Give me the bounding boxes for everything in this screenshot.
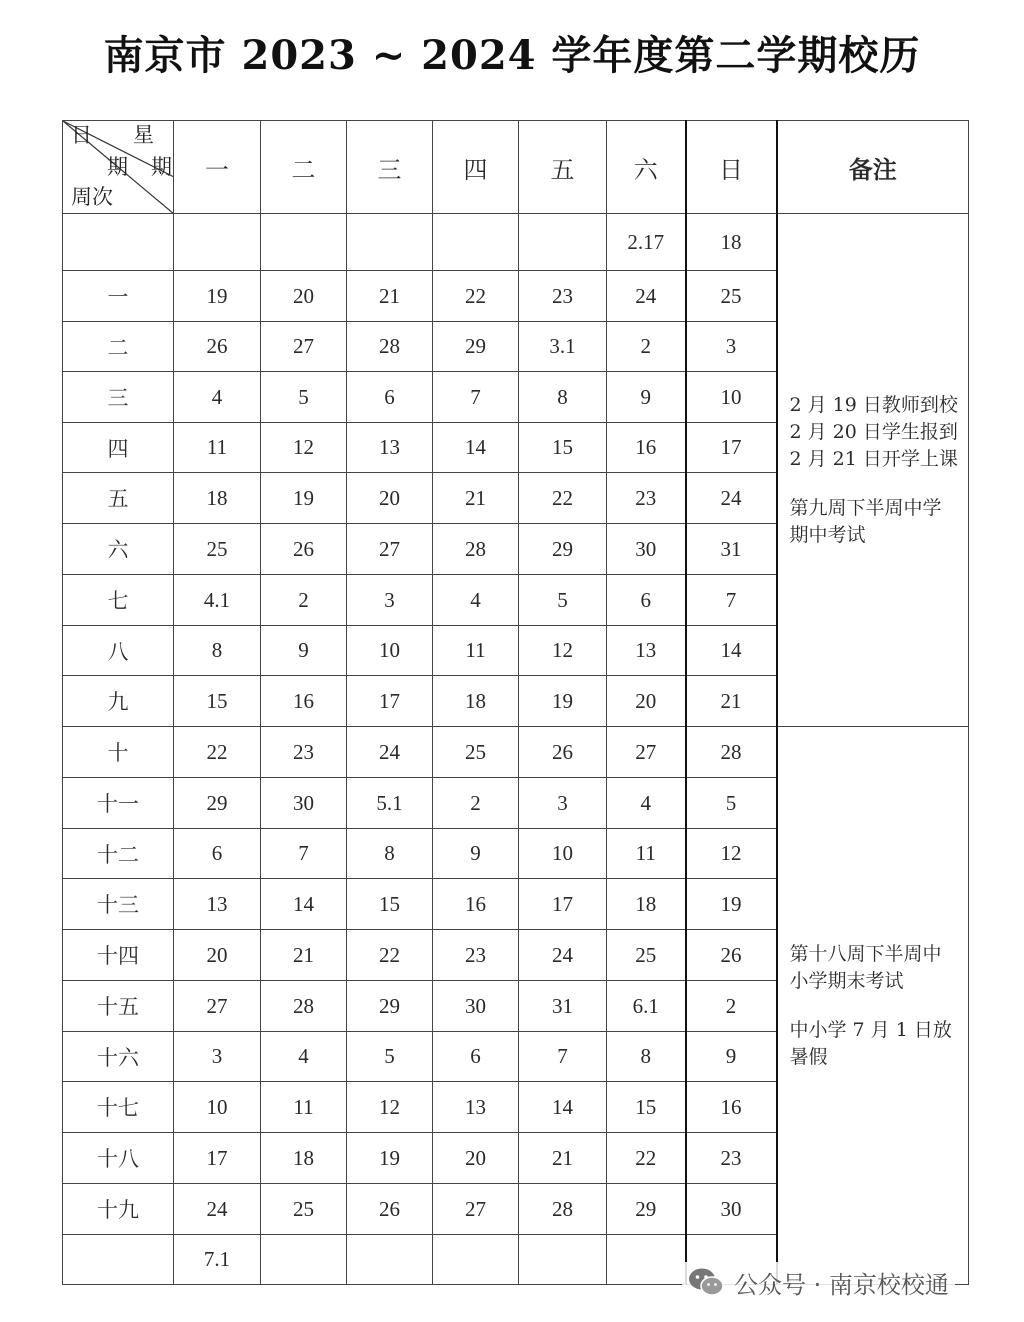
date-cell: 2 [686,981,777,1032]
date-cell: 29 [433,322,519,372]
date-cell: 22 [433,271,519,322]
date-cell: 24 [607,271,686,322]
week-number-cell: 十 [63,727,174,778]
date-cell: 4 [433,575,519,626]
date-cell: 21 [519,1133,607,1184]
date-cell: 6 [347,372,433,423]
remarks-header: 备注 [777,121,969,214]
date-cell: 20 [174,930,261,981]
corner-qi-left: 期 [107,155,128,179]
date-cell: 12 [686,829,777,879]
week-number-cell: 五 [63,473,174,524]
date-cell [519,214,607,271]
date-cell: 2 [261,575,347,626]
date-cell: 5.1 [347,778,433,829]
date-cell: 3 [174,1032,261,1082]
date-cell: 8 [519,372,607,423]
week-number-cell: 七 [63,575,174,626]
date-cell: 7 [433,372,519,423]
page-title: 南京市 2023 ~ 2024 学年度第二学期校历 [103,32,921,79]
date-cell: 2 [433,778,519,829]
date-cell: 14 [433,423,519,473]
weekday-header-wed: 三 [347,121,433,214]
date-cell: 30 [433,981,519,1032]
date-cell: 12 [261,423,347,473]
remark-line: 第九周下半周中学 [789,496,942,519]
week-number-cell: 一 [63,271,174,322]
calendar-table [62,120,969,1285]
date-cell: 26 [519,727,607,778]
date-cell: 25 [174,524,261,575]
week-number-cell: 十一 [63,778,174,829]
date-cell: 14 [686,626,777,676]
date-cell: 23 [607,473,686,524]
wechat-icon [688,1267,724,1297]
date-cell: 13 [174,879,261,930]
date-cell: 7 [519,1032,607,1082]
remark-line: 小学期末考试 [789,969,904,992]
date-cell: 24 [174,1184,261,1235]
remark-line: 2 月 19 日教师到校 [789,393,958,416]
date-cell: 11 [433,626,519,676]
date-cell: 20 [347,473,433,524]
date-cell: 19 [519,676,607,727]
date-cell: 17 [519,879,607,930]
date-cell: 15 [607,1082,686,1133]
date-cell: 24 [686,473,777,524]
date-cell: 3.1 [519,322,607,372]
date-cell: 17 [347,676,433,727]
date-cell [347,214,433,271]
week-number-cell [63,214,174,271]
date-cell: 28 [433,524,519,575]
date-cell: 9 [261,626,347,676]
date-cell: 6.1 [607,981,686,1032]
date-cell: 19 [261,473,347,524]
week-number-cell: 十八 [63,1133,174,1184]
date-cell: 31 [686,524,777,575]
date-cell: 19 [686,879,777,930]
weekday-header-sun: 日 [686,121,777,214]
week-number-cell: 三 [63,372,174,423]
date-cell: 3 [519,778,607,829]
date-cell: 27 [261,322,347,372]
week-number-cell: 十四 [63,930,174,981]
date-cell: 8 [347,829,433,879]
date-cell: 26 [347,1184,433,1235]
watermark [682,1262,955,1302]
date-cell: 28 [686,727,777,778]
date-cell: 7.1 [174,1235,261,1285]
date-cell: 12 [347,1082,433,1133]
week-row [63,727,969,778]
remarks-first-half [777,214,969,727]
corner-zhouci: 周次 [71,185,113,209]
date-cell: 10 [519,829,607,879]
date-cell: 12 [519,626,607,676]
date-cell: 13 [433,1082,519,1133]
remark-line: 期中考试 [789,523,866,546]
date-cell: 3 [347,575,433,626]
date-cell: 27 [607,727,686,778]
corner-qi-right: 期 [151,155,172,179]
week-row [63,214,969,271]
date-cell: 17 [686,423,777,473]
week-number-cell: 十九 [63,1184,174,1235]
date-cell: 2.17 [607,214,686,271]
remark-line: 第十八周下半周中 [789,942,942,965]
date-cell: 14 [519,1082,607,1133]
date-cell: 30 [686,1184,777,1235]
date-cell: 11 [174,423,261,473]
date-cell: 15 [347,879,433,930]
date-cell [519,1235,607,1285]
date-cell: 20 [433,1133,519,1184]
date-cell: 24 [347,727,433,778]
date-cell [261,214,347,271]
date-cell: 28 [347,322,433,372]
week-number-cell: 十三 [63,879,174,930]
week-number-cell: 十二 [63,829,174,879]
remarks-second-half [777,727,969,1285]
remark-line: 2 月 21 日开学上课 [789,447,958,470]
date-cell: 5 [261,372,347,423]
date-cell: 5 [519,575,607,626]
date-cell: 16 [607,423,686,473]
date-cell: 15 [174,676,261,727]
date-cell: 18 [607,879,686,930]
week-number-cell: 六 [63,524,174,575]
date-cell: 5 [347,1032,433,1082]
date-cell: 8 [174,626,261,676]
date-cell: 18 [261,1133,347,1184]
date-cell: 27 [433,1184,519,1235]
date-cell [433,1235,519,1285]
date-cell: 27 [174,981,261,1032]
date-cell: 25 [607,930,686,981]
date-cell: 13 [607,626,686,676]
date-cell: 21 [686,676,777,727]
date-cell [261,1235,347,1285]
corner-xing: 星 [133,123,154,147]
date-cell: 29 [519,524,607,575]
date-cell: 4 [261,1032,347,1082]
date-cell: 16 [433,879,519,930]
date-cell: 18 [174,473,261,524]
date-cell: 22 [607,1133,686,1184]
weekday-header-sat: 六 [607,121,686,214]
date-cell: 22 [519,473,607,524]
date-cell: 14 [261,879,347,930]
date-cell: 18 [686,214,777,271]
date-cell: 23 [433,930,519,981]
header-row [63,121,969,214]
watermark-text: 公众号 · 南京校校通 [734,1270,949,1299]
date-cell: 6 [433,1032,519,1082]
date-cell: 30 [607,524,686,575]
date-cell: 18 [433,676,519,727]
date-cell: 24 [519,930,607,981]
week-number-cell: 四 [63,423,174,473]
date-cell: 25 [686,271,777,322]
date-cell: 15 [519,423,607,473]
date-cell: 17 [174,1133,261,1184]
week-number-cell: 二 [63,322,174,372]
date-cell [607,1235,686,1285]
date-cell: 11 [261,1082,347,1133]
date-cell: 19 [347,1133,433,1184]
date-cell: 6 [607,575,686,626]
date-cell [347,1235,433,1285]
date-cell: 25 [261,1184,347,1235]
date-cell: 9 [433,829,519,879]
corner-ri: 日 [71,123,92,147]
week-number-cell: 九 [63,676,174,727]
remark-line: 暑假 [789,1045,828,1068]
week-number-cell: 十七 [63,1082,174,1133]
date-cell [433,214,519,271]
weekday-header-mon: 一 [174,121,261,214]
date-cell: 21 [433,473,519,524]
weekday-header-thu: 四 [433,121,519,214]
date-cell: 27 [347,524,433,575]
date-cell: 20 [607,676,686,727]
date-cell: 22 [174,727,261,778]
remark-line: 2 月 20 日学生报到 [789,420,958,443]
date-cell: 23 [686,1133,777,1184]
date-cell: 31 [519,981,607,1032]
date-cell: 7 [686,575,777,626]
date-cell: 29 [347,981,433,1032]
weekday-header-tue: 二 [261,121,347,214]
weekday-header-fri: 五 [519,121,607,214]
date-cell: 26 [261,524,347,575]
date-cell [174,214,261,271]
date-cell: 11 [607,829,686,879]
date-cell: 5 [686,778,777,829]
date-cell: 21 [261,930,347,981]
week-number-cell: 十五 [63,981,174,1032]
date-cell: 7 [261,829,347,879]
date-cell: 23 [519,271,607,322]
week-number-cell: 八 [63,626,174,676]
date-cell: 10 [347,626,433,676]
date-cell: 16 [261,676,347,727]
date-cell: 6 [174,829,261,879]
date-cell: 16 [686,1082,777,1133]
date-cell: 23 [261,727,347,778]
week-number-cell: 十六 [63,1032,174,1082]
date-cell: 8 [607,1032,686,1082]
date-cell: 4 [607,778,686,829]
date-cell: 10 [686,372,777,423]
remark-line: 中小学 7 月 1 日放 [789,1018,952,1041]
date-cell: 19 [174,271,261,322]
date-cell: 10 [174,1082,261,1133]
date-cell: 9 [607,372,686,423]
date-cell: 28 [261,981,347,1032]
date-cell: 21 [347,271,433,322]
date-cell: 22 [347,930,433,981]
corner-cell [63,121,174,214]
date-cell: 9 [686,1032,777,1082]
date-cell: 4 [174,372,261,423]
date-cell: 4.1 [174,575,261,626]
date-cell: 3 [686,322,777,372]
date-cell: 29 [607,1184,686,1235]
date-cell: 25 [433,727,519,778]
date-cell: 20 [261,271,347,322]
week-number-cell [63,1235,174,1285]
date-cell: 30 [261,778,347,829]
date-cell: 29 [174,778,261,829]
date-cell: 2 [607,322,686,372]
date-cell: 26 [686,930,777,981]
date-cell: 28 [519,1184,607,1235]
date-cell: 13 [347,423,433,473]
date-cell: 26 [174,322,261,372]
